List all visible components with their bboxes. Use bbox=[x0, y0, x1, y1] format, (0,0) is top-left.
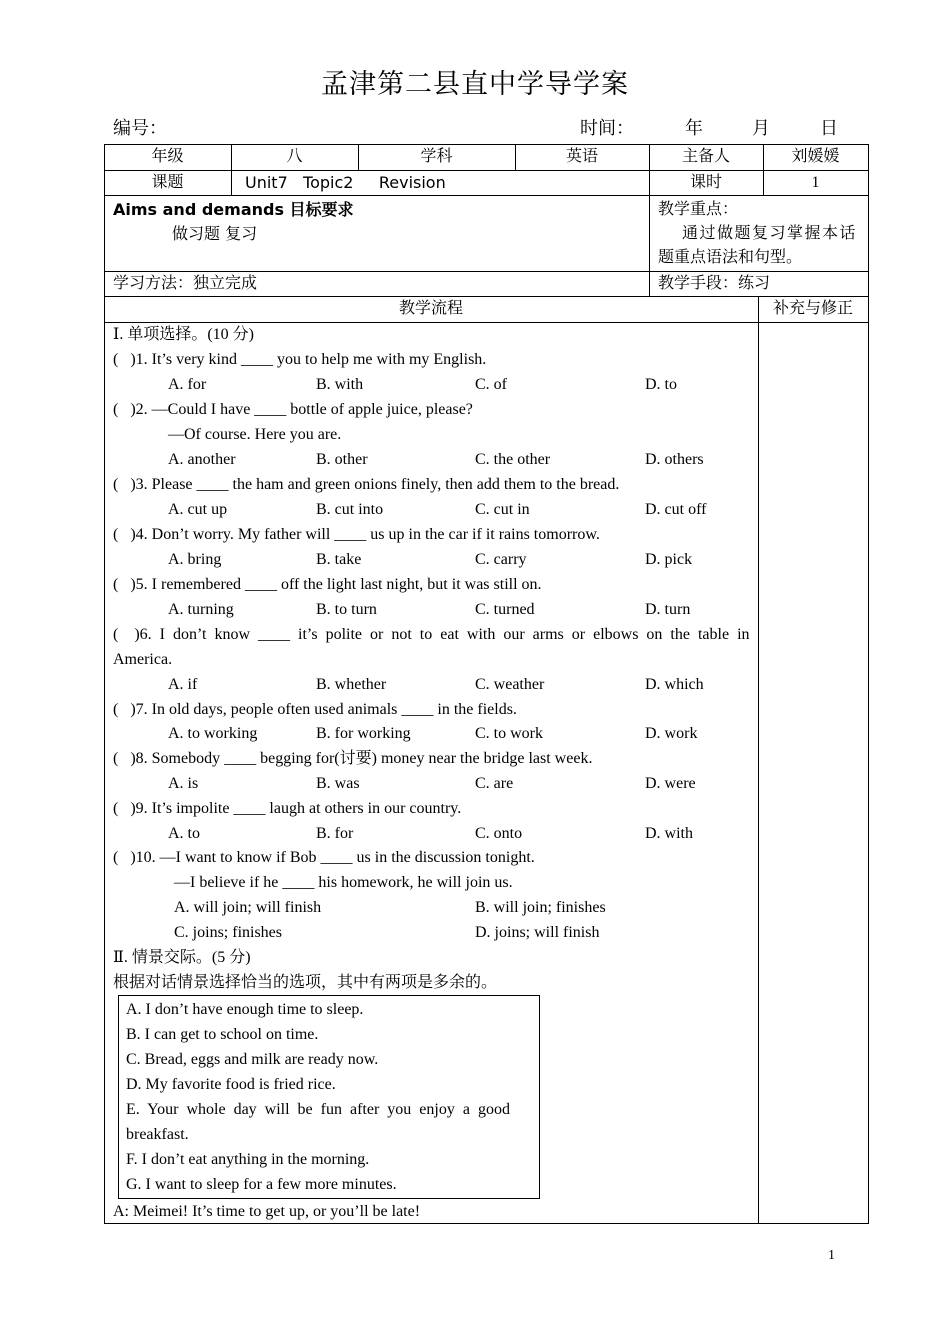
option-a: A. if bbox=[168, 676, 198, 693]
question-stem: ( )9. It’s impolite ____ laugh at others in our country. bbox=[113, 800, 462, 817]
option-d: D. others bbox=[645, 451, 704, 468]
question-stem: ( )2. —Could I have ____ bottle of apple juice, please? bbox=[113, 401, 473, 418]
page-title: 孟津第二县直中学导学案 bbox=[321, 69, 629, 100]
preparer-label: 主备人 bbox=[681, 148, 730, 165]
question-stem-continued: —Of course. Here you are. bbox=[168, 426, 342, 443]
question-stem-continued: —I believe if he ____ his homework, he will join us. bbox=[174, 874, 513, 891]
question-stem: ( )5. I remembered ____ off the light last night, but it was still on. bbox=[113, 576, 542, 593]
section2-instruction: 根据对话情景选择恰当的选项，其中有两项是多余的。 bbox=[113, 974, 498, 991]
option-b: B. take bbox=[316, 551, 362, 568]
option-c: C. the other bbox=[475, 451, 551, 468]
aims-text: 做习题 复习 bbox=[172, 224, 258, 243]
option-c: C. to work bbox=[475, 725, 543, 742]
section2-heading: Ⅱ. 情景交际。(5 分) bbox=[113, 949, 251, 966]
year-label: 年 bbox=[685, 118, 703, 139]
question-stem: ( )3. Please ____ the ham and green onions finely, then add them to the bread. bbox=[113, 476, 620, 493]
option-d: D. to bbox=[645, 376, 677, 393]
choice-a: A. I don’t have enough time to sleep. bbox=[126, 1001, 364, 1018]
choice-e: E. Your whole day will be fun after you enjoy a good bbox=[126, 1101, 510, 1118]
topic-value: Unit7 Topic2 Revision bbox=[245, 173, 446, 192]
option-c: C. weather bbox=[475, 676, 545, 693]
option-b: B. other bbox=[316, 451, 368, 468]
option-d: D. cut off bbox=[645, 501, 707, 518]
option-d: D. were bbox=[645, 775, 696, 792]
option-b: B. cut into bbox=[316, 501, 384, 518]
period-label: 课时 bbox=[689, 174, 722, 191]
question-stem-continued: America. bbox=[113, 651, 173, 668]
preparer-value: 刘媛媛 bbox=[791, 148, 840, 165]
flow-header: 教学流程 bbox=[398, 300, 463, 317]
page-number: 1 bbox=[828, 1248, 835, 1263]
day-label: 日 bbox=[820, 118, 838, 139]
aims-title: Aims and demands 目标要求 bbox=[113, 200, 354, 219]
choice-d: D. My favorite food is fried rice. bbox=[126, 1076, 336, 1093]
period-value: 1 bbox=[811, 174, 820, 191]
question-stem: ( )7. In old days, people often used animals ____ in the fields. bbox=[113, 701, 517, 718]
number-label: 编号： bbox=[113, 118, 167, 139]
option-c: C. cut in bbox=[475, 501, 530, 518]
option-c: C. are bbox=[475, 775, 514, 792]
option-a: A. is bbox=[168, 775, 199, 792]
option-b: B. for bbox=[316, 825, 354, 842]
section1-heading: Ⅰ. 单项选择。(10 分) bbox=[113, 326, 254, 343]
month-label: 月 bbox=[752, 118, 770, 139]
option-a: A. turning bbox=[168, 601, 234, 618]
supplement-header: 补充与修正 bbox=[772, 300, 853, 317]
option-a: A. bring bbox=[168, 551, 222, 568]
subject-value: 英语 bbox=[565, 148, 598, 165]
option-b: B. was bbox=[316, 775, 360, 792]
option-d: D. pick bbox=[645, 551, 693, 568]
option-b: B. whether bbox=[316, 676, 387, 693]
subject-label: 学科 bbox=[420, 148, 453, 165]
question-stem: ( )1. It’s very kind ____ you to help me with my English. bbox=[113, 351, 487, 368]
option-c: C. turned bbox=[475, 601, 535, 618]
option-d: D. which bbox=[645, 676, 704, 693]
method-text: 学习方法：独立完成 bbox=[113, 275, 258, 292]
option-a: A. for bbox=[168, 376, 207, 393]
choice-b: B. I can get to school on time. bbox=[126, 1026, 319, 1043]
question-stem: ( )6. I don’t know ____ it’s polite or not to eat with our arms or elbows on the table in bbox=[113, 626, 750, 643]
option-a: A. to working bbox=[168, 725, 258, 742]
focus-line2: 题重点语法和句型。 bbox=[658, 249, 803, 266]
dialogue-line: A: Meimei! It’s time to get up, or you’ll be late! bbox=[113, 1203, 421, 1220]
option-c: C. of bbox=[475, 376, 507, 393]
question-stem: ( )8. Somebody ____ begging for(讨要) money near the bridge last week. bbox=[113, 750, 593, 767]
choice-f: F. I don’t eat anything in the morning. bbox=[126, 1151, 370, 1168]
topic-label: 课题 bbox=[151, 174, 184, 191]
option-b: B. will join; finishes bbox=[475, 899, 606, 916]
option-d: D. work bbox=[645, 725, 698, 742]
option-d: D. joins; will finish bbox=[475, 924, 600, 941]
question-stem: ( )10. —I want to know if Bob ____ us in the discussion tonight. bbox=[113, 849, 535, 866]
grade-label: 年级 bbox=[151, 148, 184, 165]
option-d: D. with bbox=[645, 825, 693, 842]
question-stem: ( )4. Don’t worry. My father will ____ us up in the car if it rains tomorrow. bbox=[113, 526, 600, 543]
option-a: A. will join; will finish bbox=[174, 899, 322, 916]
choice-c: C. Bread, eggs and milk are ready now. bbox=[126, 1051, 379, 1068]
choice-g: G. I want to sleep for a few more minutes. bbox=[126, 1176, 397, 1193]
option-c: C. joins; finishes bbox=[174, 924, 283, 941]
option-d: D. turn bbox=[645, 601, 691, 618]
option-b: B. for working bbox=[316, 725, 411, 742]
option-a: A. to bbox=[168, 825, 200, 842]
focus-line1: 通过做题复习掌握本话 bbox=[682, 225, 858, 242]
option-a: A. another bbox=[168, 451, 236, 468]
choice-e-continued: breakfast. bbox=[126, 1126, 189, 1143]
option-b: B. with bbox=[316, 376, 364, 393]
option-a: A. cut up bbox=[168, 501, 228, 518]
means-text: 教学手段：练习 bbox=[658, 275, 771, 292]
option-c: C. carry bbox=[475, 551, 527, 568]
time-label: 时间： bbox=[580, 118, 634, 139]
focus-label: 教学重点： bbox=[658, 201, 739, 218]
grade-value: 八 bbox=[286, 148, 303, 165]
option-b: B. to turn bbox=[316, 601, 377, 618]
option-c: C. onto bbox=[475, 825, 523, 842]
